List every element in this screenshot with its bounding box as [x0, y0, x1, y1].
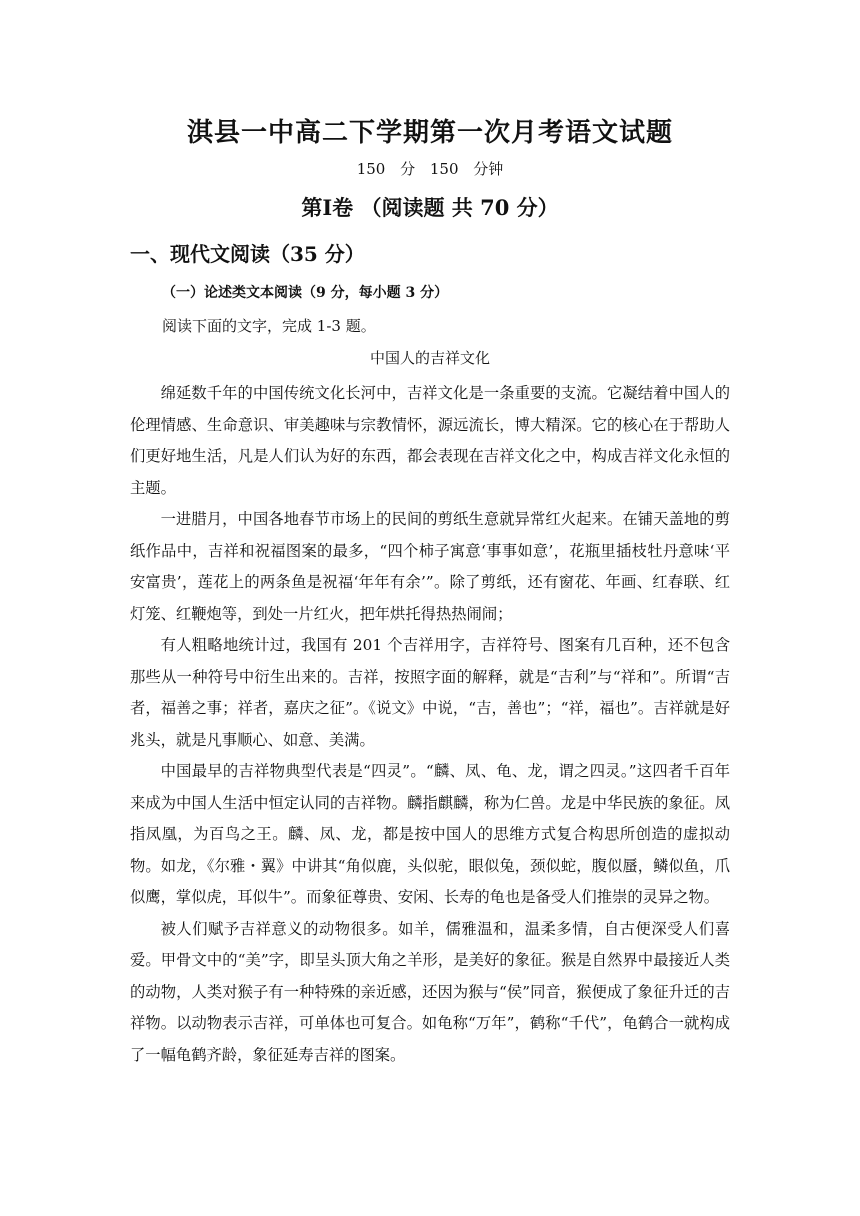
article-paragraph: 中国最早的吉祥物典型代表是“四灵”。“麟、凤、龟、龙，谓之四灵。”这四者千百年来成为中国人生活中恒定认同的吉祥物。麟指麒麟，称为仁兽。龙是中华民族的象征。凤指凤凰，为百鸟之王。麟、凤、龙，都是按中国人的思维方式复合构思所创造的虚拟动物。如龙，《尔雅・翼》中讲其“角似鹿，头似驼，眼似兔，颈似蛇，腹似蜃，鳞似鱼，爪似鹰，掌似虎，耳似牛”。而象征尊贵、安闲、长寿的龟也是备受人们推崇的灵异之物。 — [130, 762, 730, 906]
subsection-title: （一）论述类文本阅读（9 分，每小题 3 分） — [162, 285, 449, 301]
article-body — [130, 378, 730, 1071]
article-paragraph: 绵延数千年的中国传统文化长河中，吉祥文化是一条重要的支流。它凝结着中国人的伦理情感、生命意识、审美趣味与宗教情怀，源远流长，博大精深。它的核心在于帮助人们更好地生活，凡是人们认为好的东西，都会表现在吉祥文化之中，构成吉祥文化永恒的主题。 — [130, 384, 730, 497]
exam-title: 淇县一中高二下学期第一次月考语文试题 — [186, 118, 673, 148]
article-paragraph: 被人们赋予吉祥意义的动物很多。如羊，儒雅温和，温柔多情，自古便深受人们喜爱。甲骨文中的“美”字，即呈头顶大角之羊形，是美好的象征。猴是自然界中最接近人类的动物，人类对猴子有一种特殊的亲近感，还因为猴与“侯”同音，猴便成了象征升迁的吉祥物。以动物表示吉祥，可单体也可复合。如龟称“万年”，鹤称“千代”，龟鹤合一就构成了一幅龟鹤齐龄，象征延寿吉祥的图案。 — [130, 919, 730, 1064]
instruction-text: 阅读下面的文字，完成 1-3 题。 — [162, 317, 376, 335]
article-paragraph: 有人粗略地统计过，我国有 201 个吉祥用字，吉祥符号、图案有几百种，还不包含那些从一种符号中衍生出来的。吉祥，按照字面的解释，就是“吉利”与“祥和”。所谓“吉者，福善之事；祥者，嘉庆之征”。《说文》中说，“吉，善也”；“祥，福也”。吉祥就是好兆头，就是凡事顺心、如意、美满。 — [130, 636, 730, 749]
score-time-info: 150 分 150 分钟 — [356, 160, 504, 178]
part-title: 第Ⅰ卷 （阅读题 共 70 分） — [301, 195, 559, 220]
article-title: 中国人的吉祥文化 — [369, 349, 490, 367]
article-paragraph: 一进腊月，中国各地春节市场上的民间的剪纸生意就异常红火起来。在铺天盖地的剪纸作品中，吉祥和祝福图案的最多，“四个柿子寓意‘事事如意’，花瓶里插枝牡丹意味‘平安富贵’，莲花上的两条鱼是祝福‘年年有余’”。除了剪纸，还有窗花、年画、红春联、红灯笼、红鞭炮等，到处一片红火，把年烘托得热热闹闹； — [130, 510, 730, 623]
section-title: 一、现代文阅读（35 分） — [130, 242, 365, 266]
